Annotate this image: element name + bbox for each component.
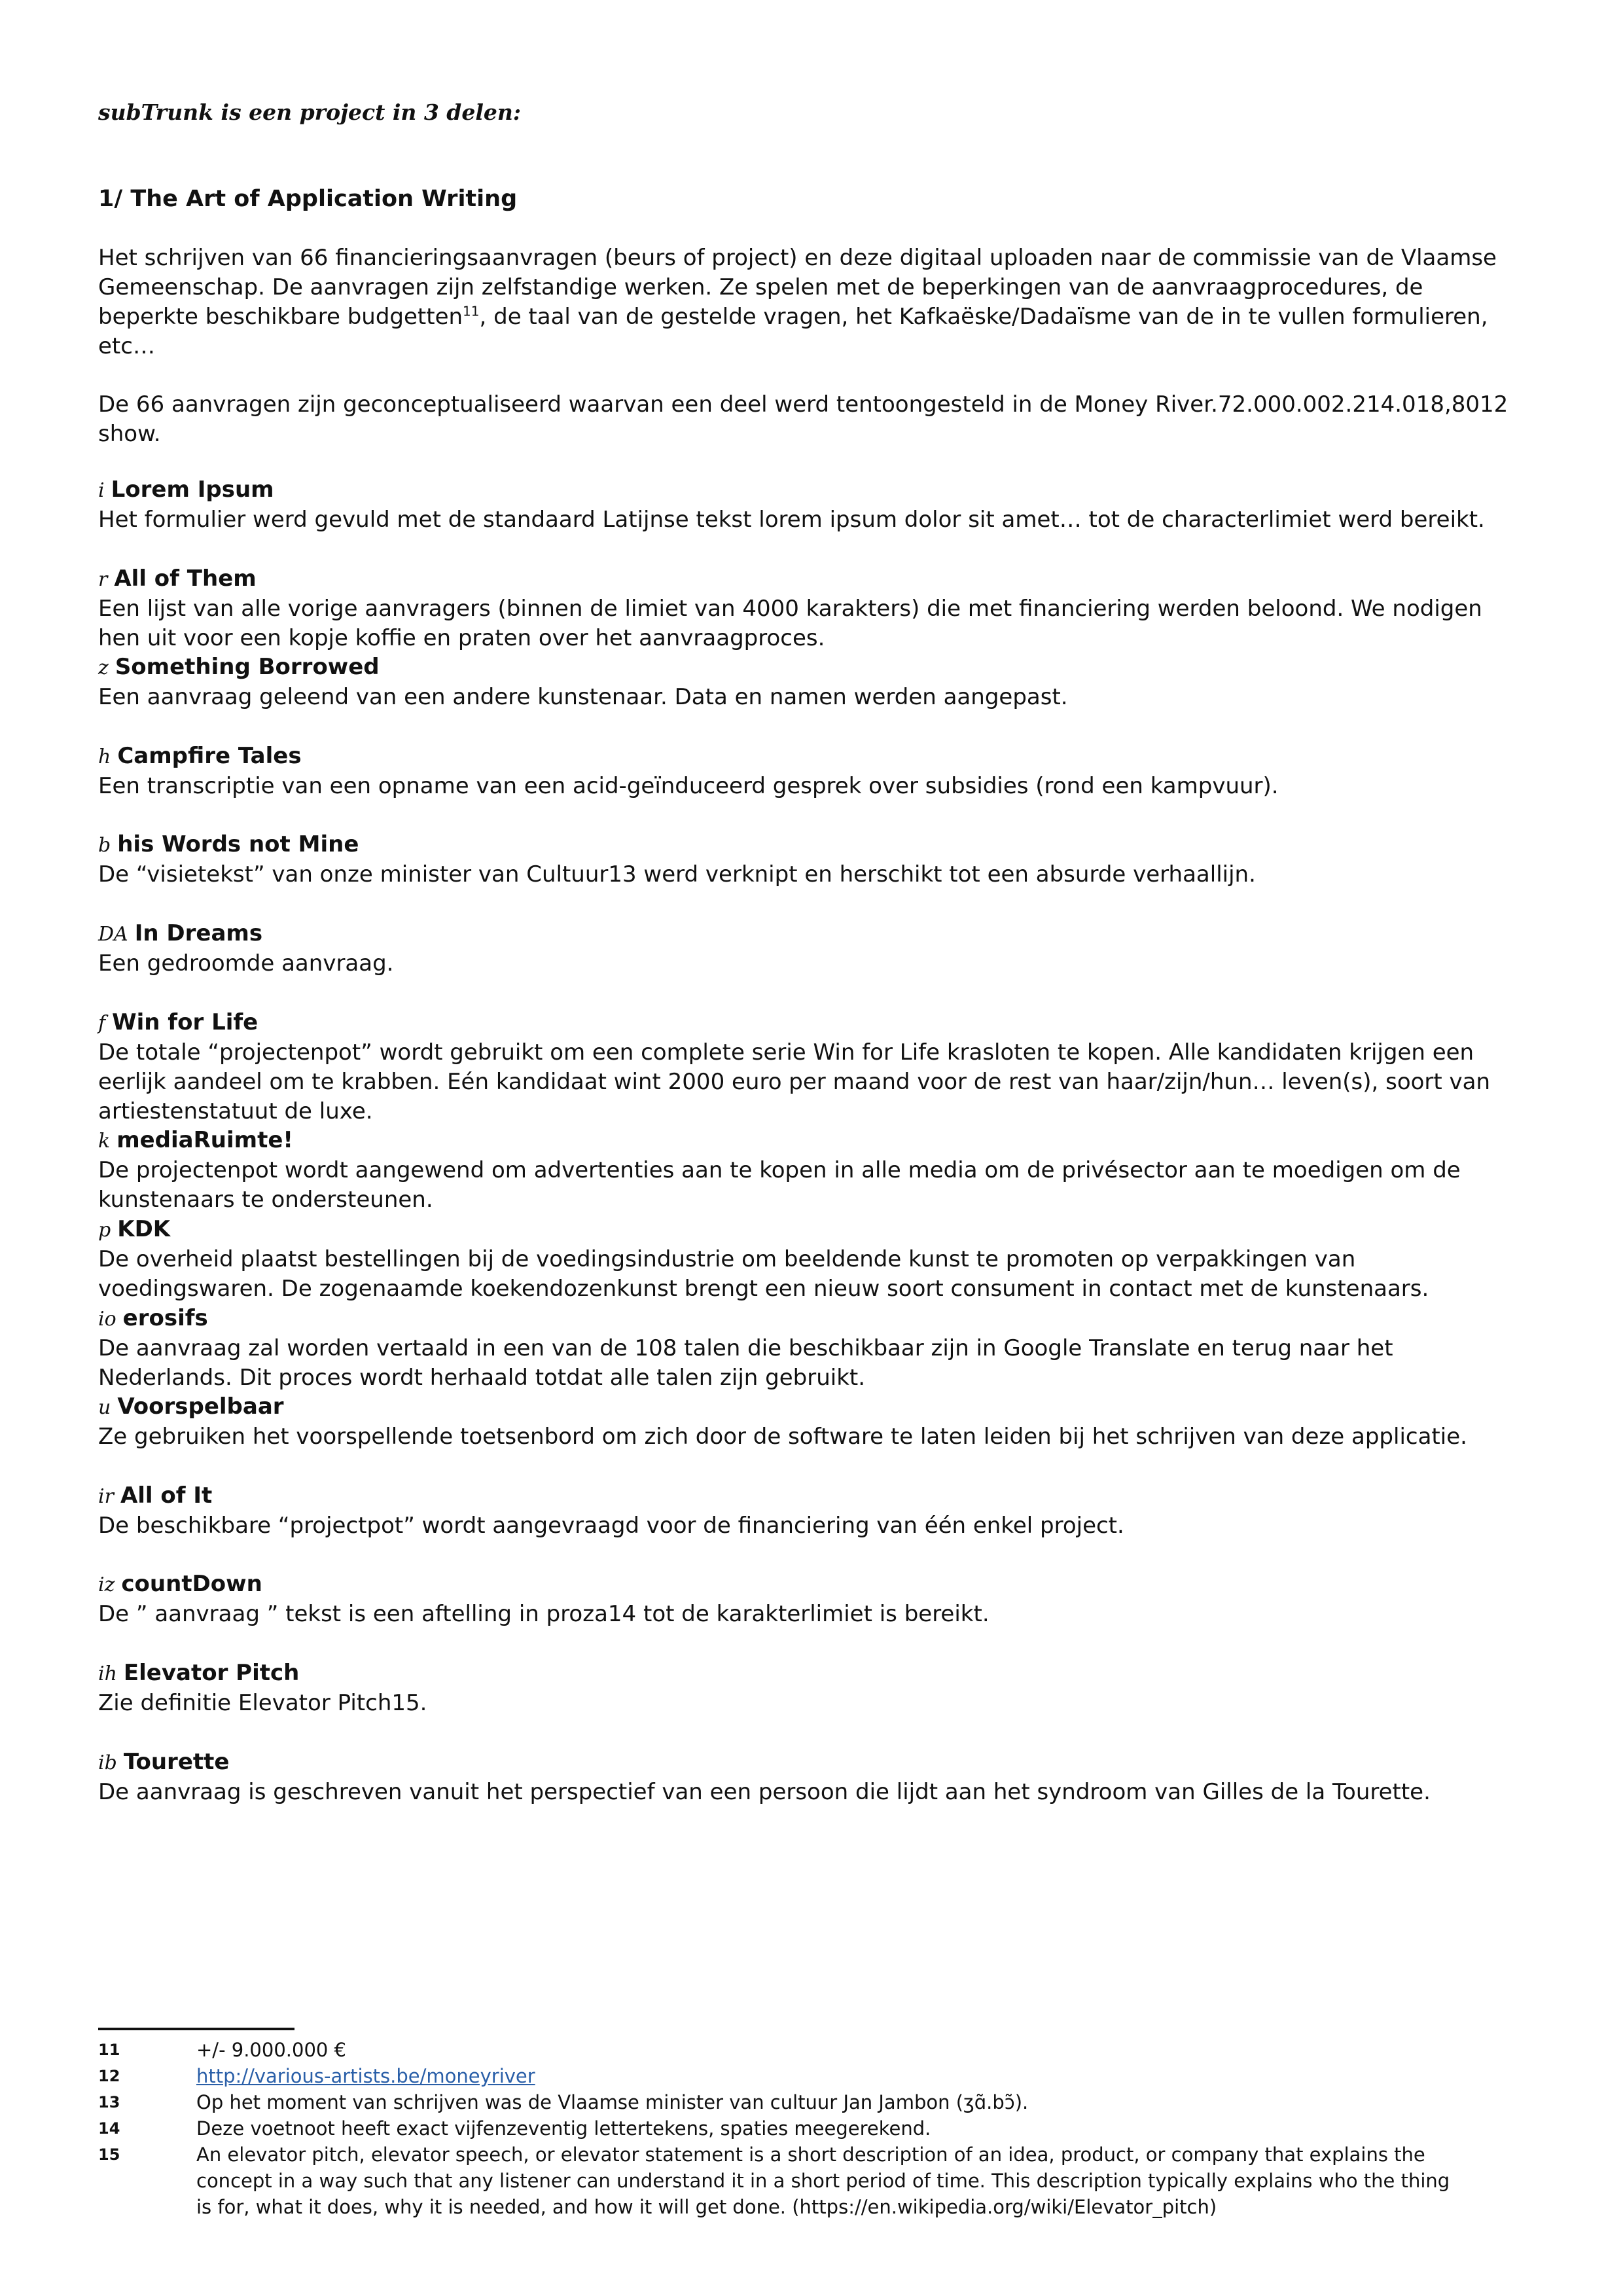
- application-item-description: [98, 949, 1544, 978]
- application-item: [98, 830, 1544, 919]
- application-item-description: [98, 1245, 1544, 1304]
- footnote: [98, 2142, 1544, 2220]
- description-line: Een aanvraag geleend van een andere kunstenaar. Data en namen werden aangepast.: [98, 684, 1068, 711]
- description-line: De totale “projectenpot” wordt gebruikt om een complete serie Win for Life krasloten te kopen. Alle kandidaten krijgen een: [98, 1039, 1474, 1066]
- application-item-heading: [98, 1126, 1544, 1156]
- application-item: [98, 653, 1544, 742]
- paragraph-line: De 66 aanvragen zijn geconceptualiseerd waarvan een deel werd tentoongesteld in de Money River.72.000.002.214.018,8012: [98, 391, 1508, 418]
- application-item-description: [98, 860, 1544, 889]
- paragraph-text: beperkte beschikbare budgetten: [98, 304, 463, 330]
- application-item: [98, 1481, 1544, 1570]
- application-item-description: [98, 1334, 1544, 1393]
- application-item-description: [98, 1038, 1544, 1126]
- application-item-mark: b: [98, 834, 111, 857]
- footnote: [98, 2037, 1544, 2063]
- paragraph-description: [98, 243, 1544, 361]
- description-line: Een transcriptie van een opname van een acid-geïnduceerd gesprek over subsidies (rond een kampvuur).: [98, 772, 1279, 799]
- description-line: Het formulier werd gevuld met de standaard Latijnse tekst lorem ipsum dolor sit amet… tot de characterlimiet werd bereikt.: [98, 507, 1485, 533]
- application-item-mark: iz: [98, 1573, 115, 1597]
- application-item-title: his Words not Mine: [117, 831, 359, 858]
- application-item-description: [98, 683, 1544, 712]
- application-item: [98, 1008, 1544, 1126]
- description-line: Een lijst van alle vorige aanvragers (binnen de limiet van 4000 karakters) die met financiering werden beloond. We nodigen: [98, 595, 1482, 622]
- application-item-description: [98, 594, 1544, 653]
- footnotes: [98, 2037, 1544, 2220]
- application-item-mark: k: [98, 1130, 111, 1153]
- footnote-line: +/- 9.000.000 €: [196, 2039, 347, 2061]
- description-line: Zie definitie Elevator Pitch15.: [98, 1689, 427, 1716]
- application-item: [98, 1570, 1544, 1659]
- footnote-text: [196, 2115, 1544, 2142]
- application-item: [98, 1748, 1544, 1837]
- application-item-description: [98, 1778, 1544, 1807]
- application-item-heading: [98, 475, 1544, 505]
- footnote-number: 14: [98, 2119, 120, 2138]
- application-item: [98, 1304, 1544, 1393]
- description-line: Ze gebruiken het voorspellende toetsenbord om zich door de software te laten leiden bij het schrijven van deze applicatie.: [98, 1424, 1467, 1450]
- application-item-title: All of Them: [114, 565, 257, 592]
- footnote-number: 15: [98, 2145, 120, 2164]
- application-item-mark: z: [98, 656, 109, 680]
- application-item-title: Win for Life: [112, 1009, 259, 1035]
- application-item-title: Campfire Tales: [117, 742, 302, 769]
- description-line: De beschikbare “projectpot” wordt aangevraagd voor de financiering van één enkel project.: [98, 1512, 1124, 1539]
- paragraph-text: , de taal van de gestelde vragen, het Kafkaëske/Dadaïsme van de in te vullen formulieren,: [479, 304, 1488, 330]
- application-item-description: [98, 1156, 1544, 1215]
- application-item-mark: i: [98, 479, 105, 502]
- application-item-description: [98, 772, 1544, 801]
- application-item-description: [98, 505, 1544, 535]
- application-item-title: mediaRuimte!: [116, 1127, 293, 1154]
- footnote-text: [196, 2142, 1544, 2220]
- footnote-text: [196, 2037, 1544, 2063]
- description-line: De aanvraag is geschreven vanuit het perspectief van een persoon die lijdt aan het syndroom van Gilles de la Tourette.: [98, 1778, 1431, 1805]
- description-line: De “visietekst” van onze minister van Cultuur13 werd verknipt en herschikt tot een absurde verhaallijn.: [98, 861, 1256, 888]
- application-item: [98, 1126, 1544, 1215]
- application-item-heading: [98, 1748, 1544, 1778]
- application-item-description: [98, 1689, 1544, 1718]
- description-line: voedingswaren. De zogenaamde koekendozenkunst brengt een nieuw soort consument in contact met de kunstenaars.: [98, 1275, 1429, 1302]
- description-line: hen uit voor een kopje koffie en praten over het aanvraagproces.: [98, 624, 825, 651]
- application-item-heading: [98, 1008, 1544, 1038]
- footnote-line: Op het moment van schrijven was de Vlaamse minister van cultuur Jan Jambon (ʒɑ̃.bɔ̃).: [196, 2091, 1029, 2113]
- description-line: De ” aanvraag ” tekst is een aftelling in proza14 tot de karakterlimiet is bereikt.: [98, 1601, 990, 1628]
- footnote-text: [196, 2063, 1544, 2089]
- application-item-mark: f: [98, 1011, 106, 1035]
- application-item-mark: ib: [98, 1751, 117, 1774]
- footnote-line: concept in a way such that any listener can understand it in a short period of time. This description typically explains who the thing: [196, 2170, 1450, 2192]
- application-item-title: countDown: [121, 1571, 262, 1598]
- application-item: [98, 919, 1544, 1008]
- application-item-mark: io: [98, 1307, 116, 1331]
- application-item-title: Elevator Pitch: [123, 1659, 300, 1686]
- application-item: [98, 1215, 1544, 1304]
- description-line: De projectenpot wordt aangewend om advertenties aan te kopen in alle media om de privésector aan te moedigen om de: [98, 1157, 1461, 1184]
- intro-heading: subTrunk is een project in 3 delen:: [98, 99, 522, 125]
- application-item-mark: p: [98, 1218, 111, 1242]
- section-title: 1/ The Art of Application Writing: [98, 186, 518, 212]
- description-line: Een gedroomde aanvraag.: [98, 950, 394, 977]
- application-item-heading: [98, 564, 1544, 594]
- application-item: [98, 475, 1544, 564]
- footnote: [98, 2089, 1544, 2115]
- application-item-mark: h: [98, 745, 111, 768]
- application-item-heading: [98, 1659, 1544, 1689]
- application-item-description: [98, 1511, 1544, 1541]
- application-item-heading: [98, 1304, 1544, 1334]
- application-item-title: In Dreams: [134, 920, 263, 946]
- application-item-title: erosifs: [122, 1304, 208, 1331]
- application-item-heading: [98, 1392, 1544, 1422]
- footnote-link[interactable]: http://various-artists.be/moneyriver: [196, 2065, 535, 2087]
- footnote-line: is for, what it does, why it is needed, and how it will get done. (https://en.wikipedia.org/wiki/Elevator_pitch): [196, 2196, 1217, 2218]
- application-item-title: All of It: [120, 1482, 213, 1509]
- application-item: [98, 742, 1544, 831]
- application-item-heading: [98, 1481, 1544, 1511]
- application-item-heading: [98, 742, 1544, 772]
- paragraph-line: Het schrijven van 66 financieringsaanvragen (beurs of project) en deze digitaal uploaden naar de commissie van de Vlaamse: [98, 245, 1497, 271]
- application-item-heading: [98, 1570, 1544, 1600]
- application-item-heading: [98, 919, 1544, 949]
- footnote-number: 12: [98, 2067, 120, 2085]
- description-line: Nederlands. Dit proces wordt herhaald totdat alle talen zijn gebruikt.: [98, 1364, 866, 1391]
- description-line: kunstenaars te ondersteunen.: [98, 1187, 433, 1213]
- paragraph-exhibition: [98, 390, 1544, 449]
- application-item-mark: DA: [98, 922, 128, 946]
- footnote-number: 13: [98, 2093, 120, 2111]
- application-item-title: Tourette: [123, 1748, 230, 1775]
- footnote: [98, 2115, 1544, 2142]
- application-item-heading: [98, 653, 1544, 683]
- footnote: [98, 2063, 1544, 2089]
- description-line: eerlijk aandeel om te krabben. Eén kandidaat wint 2000 euro per maand voor de rest van haar/zijn/hun… leven(s), soort van: [98, 1068, 1491, 1095]
- application-item-mark: ih: [98, 1662, 117, 1685]
- application-item: [98, 1392, 1544, 1481]
- application-item: [98, 1659, 1544, 1748]
- paragraph-line: [98, 302, 1544, 332]
- application-item-title: KDK: [117, 1215, 171, 1242]
- application-item-mark: r: [98, 567, 108, 591]
- footnote-number: 11: [98, 2041, 120, 2059]
- description-line: De overheid plaatst bestellingen bij de voedingsindustrie om beeldende kunst te promoten op verpakkingen van: [98, 1246, 1356, 1272]
- application-item-title: Something Borrowed: [115, 654, 380, 681]
- description-line: De aanvraag zal worden vertaald in een van de 108 talen die beschikbaar zijn in Google Translate en terug naar het: [98, 1335, 1393, 1361]
- application-item-description: [98, 1422, 1544, 1452]
- application-item: [98, 564, 1544, 653]
- application-item-description: [98, 1600, 1544, 1629]
- application-list: [98, 475, 1544, 1836]
- application-item-mark: ir: [98, 1484, 114, 1508]
- paragraph-line: Gemeenschap. De aanvragen zijn zelfstandige werken. Ze spelen met de beperkingen van de aanvraagprocedures, de: [98, 274, 1423, 300]
- paragraph-line: etc…: [98, 333, 155, 359]
- footnote-ref-11: 11: [463, 303, 480, 319]
- application-item-heading: [98, 1215, 1544, 1245]
- application-item-title: Voorspelbaar: [117, 1393, 284, 1420]
- paragraph-line: show.: [98, 421, 161, 447]
- application-item-mark: u: [98, 1396, 111, 1420]
- application-item-title: Lorem Ipsum: [111, 476, 274, 503]
- footnote-divider: [98, 2028, 294, 2030]
- footnote-text: [196, 2089, 1544, 2115]
- application-item-heading: [98, 830, 1544, 860]
- footnote-line: An elevator pitch, elevator speech, or elevator statement is a short description of an idea, product, or company that explains the: [196, 2144, 1425, 2166]
- footnote-line: Deze voetnoot heeft exact vijfenzeventig lettertekens, spaties meegerekend.: [196, 2117, 931, 2140]
- description-line: artiestenstatuut de luxe.: [98, 1098, 373, 1124]
